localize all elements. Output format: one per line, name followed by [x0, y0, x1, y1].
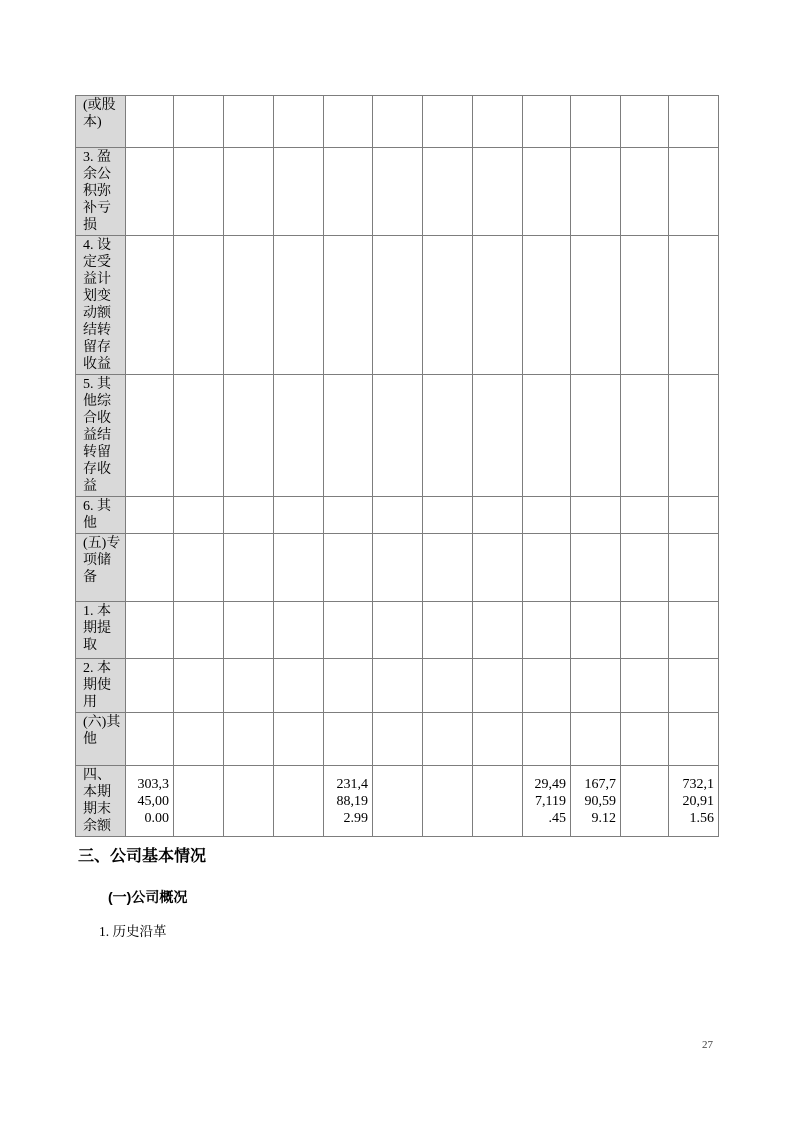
table-cell [669, 534, 719, 602]
table-cell [669, 375, 719, 497]
table-cell [373, 148, 423, 236]
table-cell [423, 148, 473, 236]
table-cell [373, 534, 423, 602]
section-heading-sub: (一)公司概况 [108, 889, 188, 905]
table-cell [523, 96, 571, 148]
table-cell [174, 713, 224, 766]
table-cell [423, 602, 473, 659]
table-cell [224, 659, 274, 713]
table-cell [473, 659, 523, 713]
table-cell [224, 497, 274, 534]
table-cell [324, 148, 373, 236]
table-cell [126, 96, 174, 148]
row-label: (六)其他 [76, 713, 126, 766]
table-cell [523, 148, 571, 236]
table-cell: 29,497,119.45 [523, 766, 571, 837]
table-cell [174, 148, 224, 236]
table-cell [126, 659, 174, 713]
table-cell [523, 659, 571, 713]
table-cell [423, 713, 473, 766]
table-cell [621, 602, 669, 659]
table-cell [621, 375, 669, 497]
table-cell [571, 96, 621, 148]
table-cell [473, 96, 523, 148]
table-cell [224, 766, 274, 837]
table-cell [274, 148, 324, 236]
table-cell [126, 375, 174, 497]
row-label: 3. 盈余公积弥补亏损 [76, 148, 126, 236]
table-cell [473, 713, 523, 766]
table-cell [523, 713, 571, 766]
table-cell [324, 96, 373, 148]
table-cell [174, 602, 224, 659]
table-cell [423, 375, 473, 497]
table-cell [126, 497, 174, 534]
table-cell [224, 713, 274, 766]
table-cell [423, 236, 473, 375]
table-cell [669, 497, 719, 534]
table-cell [621, 148, 669, 236]
table-cell [621, 236, 669, 375]
table-cell [621, 659, 669, 713]
table-cell [324, 497, 373, 534]
section-heading-item: 1. 历史沿革 [99, 924, 167, 939]
table-cell [174, 659, 224, 713]
table-row [76, 602, 719, 659]
table-cell [174, 534, 224, 602]
table-cell [621, 96, 669, 148]
table-cell [473, 602, 523, 659]
table-cell [669, 659, 719, 713]
table-row [76, 497, 719, 534]
table-cell [174, 96, 224, 148]
table-row [76, 766, 719, 837]
table-cell [669, 713, 719, 766]
row-label: (或股本) [76, 96, 126, 148]
table-cell [373, 659, 423, 713]
table-cell [571, 236, 621, 375]
table-cell [324, 534, 373, 602]
table-cell [274, 236, 324, 375]
table-cell [224, 602, 274, 659]
table-cell [324, 713, 373, 766]
table-cell [274, 375, 324, 497]
table-cell [523, 236, 571, 375]
row-label: 5. 其他综合收益结转留存收益 [76, 375, 126, 497]
table-row [76, 713, 719, 766]
table-cell [373, 766, 423, 837]
row-label: (五)专项储备 [76, 534, 126, 602]
table-cell [571, 148, 621, 236]
table-cell [324, 375, 373, 497]
table-cell [224, 375, 274, 497]
table-cell [126, 713, 174, 766]
table-cell [373, 602, 423, 659]
table-cell [473, 497, 523, 534]
table-cell [621, 713, 669, 766]
table-cell [423, 534, 473, 602]
table-cell [274, 659, 324, 713]
table-cell [373, 96, 423, 148]
table-row [76, 148, 719, 236]
table-cell [373, 713, 423, 766]
table-cell [621, 534, 669, 602]
table-cell [571, 659, 621, 713]
row-label: 2. 本期使用 [76, 659, 126, 713]
table-cell [274, 713, 324, 766]
row-label: 四、本期期末余额 [76, 766, 126, 837]
table-row [76, 375, 719, 497]
table-cell [523, 534, 571, 602]
table-cell [621, 766, 669, 837]
row-label: 4. 设定受益计划变动额结转留存收益 [76, 236, 126, 375]
table-cell [274, 534, 324, 602]
table-cell [126, 602, 174, 659]
table-cell [174, 375, 224, 497]
table-cell [324, 236, 373, 375]
table-cell [373, 497, 423, 534]
table-cell [174, 766, 224, 837]
table-cell: 231,488,192.99 [324, 766, 373, 837]
table-cell [523, 497, 571, 534]
table-cell [473, 375, 523, 497]
table-cell [274, 766, 324, 837]
table-cell [669, 602, 719, 659]
table-cell [473, 236, 523, 375]
table-cell [473, 534, 523, 602]
row-label: 1. 本期提取 [76, 602, 126, 659]
table-cell: 732,120,911.56 [669, 766, 719, 837]
table-cell [571, 534, 621, 602]
table-cell [571, 497, 621, 534]
table-cell [571, 602, 621, 659]
table-cell [669, 148, 719, 236]
table-cell [423, 497, 473, 534]
table-cell [126, 534, 174, 602]
table-cell [373, 236, 423, 375]
table-cell [224, 96, 274, 148]
table-cell [224, 236, 274, 375]
table-cell [274, 96, 324, 148]
table-cell [324, 659, 373, 713]
table-cell [126, 148, 174, 236]
table-cell [174, 497, 224, 534]
table-row [76, 96, 719, 148]
table-cell [523, 602, 571, 659]
table-cell [224, 148, 274, 236]
table-cell [669, 236, 719, 375]
table-cell: 167,790,599.12 [571, 766, 621, 837]
table-cell [274, 497, 324, 534]
table-cell [669, 96, 719, 148]
table-cell [523, 375, 571, 497]
table-row [76, 236, 719, 375]
table-cell [423, 766, 473, 837]
table-cell [473, 766, 523, 837]
table-cell [621, 497, 669, 534]
table-cell [473, 148, 523, 236]
table-cell: 303,345,000.00 [126, 766, 174, 837]
table-cell [571, 375, 621, 497]
table-cell [373, 375, 423, 497]
equity-change-table [75, 95, 719, 837]
table-cell [274, 602, 324, 659]
table-cell [423, 659, 473, 713]
table-row [76, 659, 719, 713]
table-cell [224, 534, 274, 602]
table-cell [423, 96, 473, 148]
table-row [76, 534, 719, 602]
section-heading-main: 三、公司基本情况 [78, 848, 207, 865]
page-number: 27 [702, 1039, 713, 1051]
table-cell [174, 236, 224, 375]
table-cell [571, 713, 621, 766]
table-cell [324, 602, 373, 659]
row-label: 6. 其他 [76, 497, 126, 534]
table-cell [126, 236, 174, 375]
